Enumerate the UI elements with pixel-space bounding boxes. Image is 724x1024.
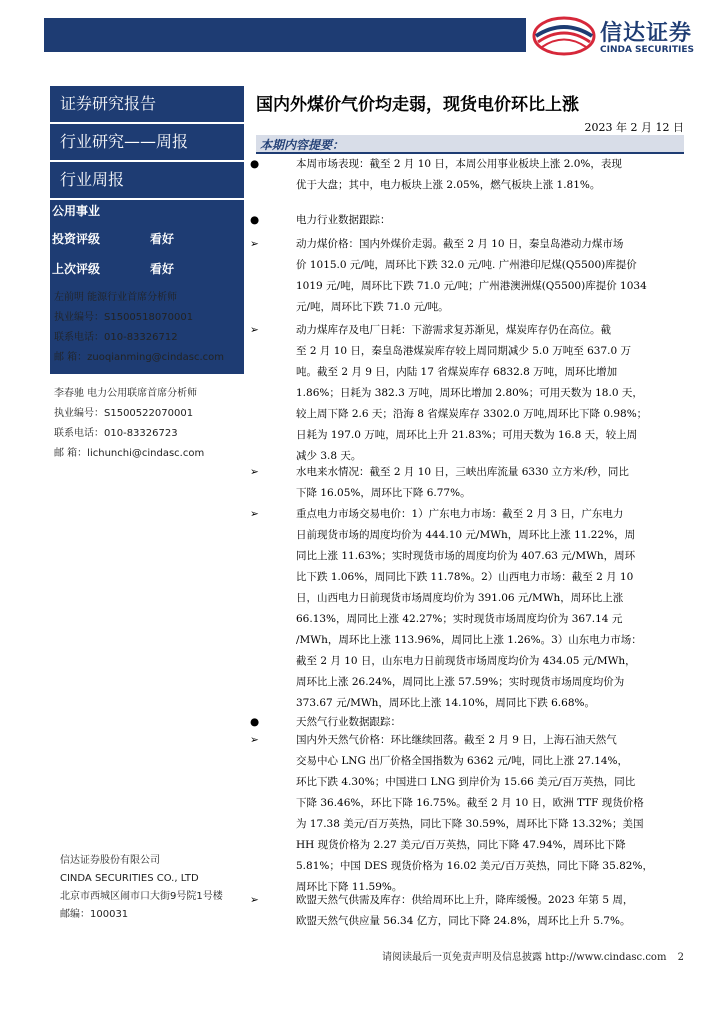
analyst-1-cert: 执业编号：S1500518070001 bbox=[54, 312, 194, 323]
summary-line: 周环比上涨 26.24%，周同比上涨 57.59%；实时现货市场周度均价为 bbox=[296, 676, 625, 688]
summary-line: 比下跌 1.06%，周同比下跌 11.78%。2）山西电力市场：截至 2 月 10 bbox=[296, 571, 634, 583]
analyst-1 bbox=[54, 288, 224, 368]
summary-line: 下降 16.05%，周环比下降 6.77%。 bbox=[296, 487, 471, 499]
summary-line: 国内外天然气价格：环比继续回落。截至 2 月 9 日，上海石油天然气 bbox=[296, 734, 617, 746]
bullet-icon: ● bbox=[250, 716, 260, 728]
analyst-2-cert: 执业编号：S1500522070001 bbox=[54, 408, 194, 419]
analyst-1-phone: 联系电话：010-83326712 bbox=[54, 332, 178, 343]
rating-value: 看好 bbox=[150, 232, 175, 246]
analyst-2 bbox=[54, 384, 204, 464]
summary-item bbox=[250, 320, 690, 467]
summary-item bbox=[250, 462, 690, 504]
page-footer bbox=[382, 948, 684, 963]
summary-line: 欧盟天然气供需及库存：供给周环比上升，降库缓慢。2023 年第 5 周， bbox=[296, 894, 634, 906]
arrow-bullet-icon: ➢ bbox=[250, 734, 259, 746]
arrow-bullet-icon: ➢ bbox=[250, 324, 259, 336]
logo-text-cn: 信达证券 bbox=[600, 21, 693, 46]
summary-line: 交易中心 LNG 出厂价格全国指数为 6362 元/吨，同比上涨 27.14%， bbox=[296, 755, 629, 767]
report-date: 2023 年 2 月 12 日 bbox=[584, 121, 684, 134]
summary-line: 日耗为 197.0 万吨，周环比上升 21.83%；可用天数为 16.8 天，较上周 bbox=[296, 429, 638, 441]
company-zip: 邮编：100031 bbox=[60, 909, 129, 920]
report-type-label: 证券研究报告 bbox=[50, 86, 244, 122]
summary-line: HH 现货价格为 2.27 美元/百万英热，同比下降 47.94%，周环比下降 bbox=[296, 839, 626, 851]
arrow-bullet-icon: ➢ bbox=[250, 508, 259, 520]
summary-line: 动力煤库存及电厂日耗：下游需求复苏渐见，煤炭库存仍在高位。截 bbox=[296, 324, 611, 336]
weekly-label: 行业周报 bbox=[50, 162, 244, 198]
summary-item bbox=[250, 234, 690, 318]
analyst-2-email[interactable]: 邮 箱：lichunchi@cindasc.com bbox=[54, 448, 205, 459]
summary-line: 减少 3.8 天。 bbox=[296, 450, 362, 462]
summary-item bbox=[250, 890, 690, 932]
summary-line: 为 17.38 美元/百万英热，同比下降 30.59%，周环比下降 13.32%；美国 bbox=[296, 818, 644, 830]
research-label: 行业研究——周报 bbox=[50, 124, 244, 160]
prev-rating-label: 上次评级 bbox=[52, 262, 101, 276]
bullet-icon: ● bbox=[250, 158, 260, 170]
company-address: 北京市西城区闹市口大街9号院1号楼 bbox=[60, 891, 223, 902]
summary-line: 吨。截至 2 月 9 日，内陆 17 省煤炭库存 6832.8 万吨，周环比增加 bbox=[296, 366, 618, 378]
summary-line: /MWh，周环比上涨 113.96%，周同比上涨 1.26%。3）山东电力市场： bbox=[296, 634, 642, 646]
company-en: CINDA SECURITIES CO., LTD bbox=[60, 873, 199, 884]
analyst-1-email[interactable]: 邮 箱：zuoqianming@cindasc.com bbox=[54, 352, 225, 363]
arrow-bullet-icon: ➢ bbox=[250, 894, 259, 906]
logo-swoosh-icon bbox=[532, 14, 596, 58]
summary-line: 电力行业数据跟踪： bbox=[296, 214, 391, 226]
page-title: 国内外煤价气价均走弱，现货电价环比上涨 bbox=[256, 95, 579, 115]
summary-header-label: 本期内容提要： bbox=[260, 138, 345, 152]
summary-line: 373.67 元/MWh，周环比上涨 14.10%，周同比下跌 6.68%。 bbox=[296, 697, 595, 709]
summary-item bbox=[250, 730, 690, 898]
rating-label: 投资评级 bbox=[52, 232, 101, 246]
summary-line: 天然气行业数据跟踪： bbox=[296, 716, 401, 728]
summary-line: 同比上涨 11.63%；实时现货市场的周度均价为 407.63 元/MWh，周环 bbox=[296, 550, 636, 562]
summary-line: 周环比下降 11.59%。 bbox=[296, 881, 403, 893]
summary-line: 本周市场表现：截至 2 月 10 日，本周公用事业板块上涨 2.0%，表现 bbox=[296, 158, 622, 170]
summary-line: 元/吨，周环比下跌 71.0 元/吨。 bbox=[296, 301, 449, 313]
summary-item bbox=[250, 154, 690, 196]
summary-header bbox=[256, 135, 684, 154]
logo-text-en: CINDA SECURITIES bbox=[600, 45, 694, 55]
bullet-icon: ● bbox=[250, 214, 260, 226]
footer-disclaimer: 请阅读最后一页免责声明及信息披露 http://www.cindasc.com bbox=[381, 952, 667, 963]
summary-line: 日，山西电力日前现货市场周度均价为 391.06 元/MWh，周环比上涨 bbox=[296, 592, 624, 604]
summary-line: 环比下跌 4.30%；中国进口 LNG 到岸价为 15.66 美元/百万英热，同比 bbox=[296, 776, 636, 788]
summary-line: 66.13%，周同比上涨 42.27%；实时现货市场周度均价为 367.14 元 bbox=[296, 613, 623, 625]
summary-line: 日前现货市场的周度均价为 444.10 元/MWh，周环比上涨 11.22%，周 bbox=[296, 529, 636, 541]
analyst-2-title: 李春驰 电力公用联席首席分析师 bbox=[54, 388, 198, 399]
summary-line: 水电来水情况：截至 2 月 10 日，三峡出库流量 6330 立方米/秒，同比 bbox=[296, 466, 629, 478]
analyst-1-title: 左前明 能源行业首席分析师 bbox=[54, 292, 178, 303]
summary-line: 动力煤价格：国内外煤价走弱。截至 2 月 10 日，秦皇岛港动力煤市场 bbox=[296, 238, 624, 250]
company-cn: 信达证券股份有限公司 bbox=[60, 855, 160, 866]
arrow-bullet-icon: ➢ bbox=[250, 466, 259, 478]
summary-line: 重点电力市场交易电价：1）广东电力市场：截至 2 月 3 日，广东电力 bbox=[296, 508, 624, 520]
arrow-bullet-icon: ➢ bbox=[250, 238, 259, 250]
divider bbox=[50, 286, 244, 287]
summary-line: 截至 2 月 10 日，山东电力日前现货市场周度均价为 434.05 元/MWh， bbox=[296, 655, 636, 667]
summary-line: 1019 元/吨，周环比下跌 71.0 元/吨；广州港澳洲煤(Q5500)库提价 1034 bbox=[296, 280, 647, 292]
summary-line: 至 2 月 10 日，秦皇岛港煤炭库存较上周同期减少 5.0 万吨至 637.0 万 bbox=[296, 345, 631, 357]
sector-label: 公用事业 bbox=[52, 204, 101, 218]
analyst-2-phone: 联系电话：010-83326723 bbox=[54, 428, 178, 439]
sidebar bbox=[44, 86, 244, 986]
cinda-logo bbox=[532, 14, 712, 58]
summary-line: 较上周下降 2.6 天；沿海 8 省煤炭库存 3302.0 万吨,周环比下降 0.98%； bbox=[296, 408, 648, 420]
summary-item bbox=[250, 504, 690, 714]
company-info bbox=[60, 852, 223, 924]
summary-line: 下降 36.46%，环比下降 16.75%。截至 2 月 10 日，欧洲 TTF 现货价格 bbox=[296, 797, 644, 809]
header-bar bbox=[44, 18, 526, 52]
summary-line: 欧盟天然气供应量 56.34 亿方，同比下降 24.8%，周环比上升 5.7%。 bbox=[296, 915, 631, 927]
prev-rating-value: 看好 bbox=[150, 262, 175, 276]
summary-line: 5.81%；中国 DES 现货价格为 16.02 美元/百万英热，同比下降 35.82%， bbox=[296, 860, 653, 872]
summary-line: 价 1015.0 元/吨，周环比下跌 32.0 元/吨. 广州港印尼煤(Q5500)库提价 bbox=[296, 259, 637, 271]
summary-item bbox=[250, 210, 690, 231]
summary-line: 优于大盘；其中，电力板块上涨 2.05%，燃气板块上涨 1.81%。 bbox=[296, 179, 601, 191]
page-number: 2 bbox=[677, 952, 684, 963]
summary-line: 1.86%；日耗为 382.3 万吨，周环比增加 2.80%；可用天数为 18.0 天， bbox=[296, 387, 643, 399]
